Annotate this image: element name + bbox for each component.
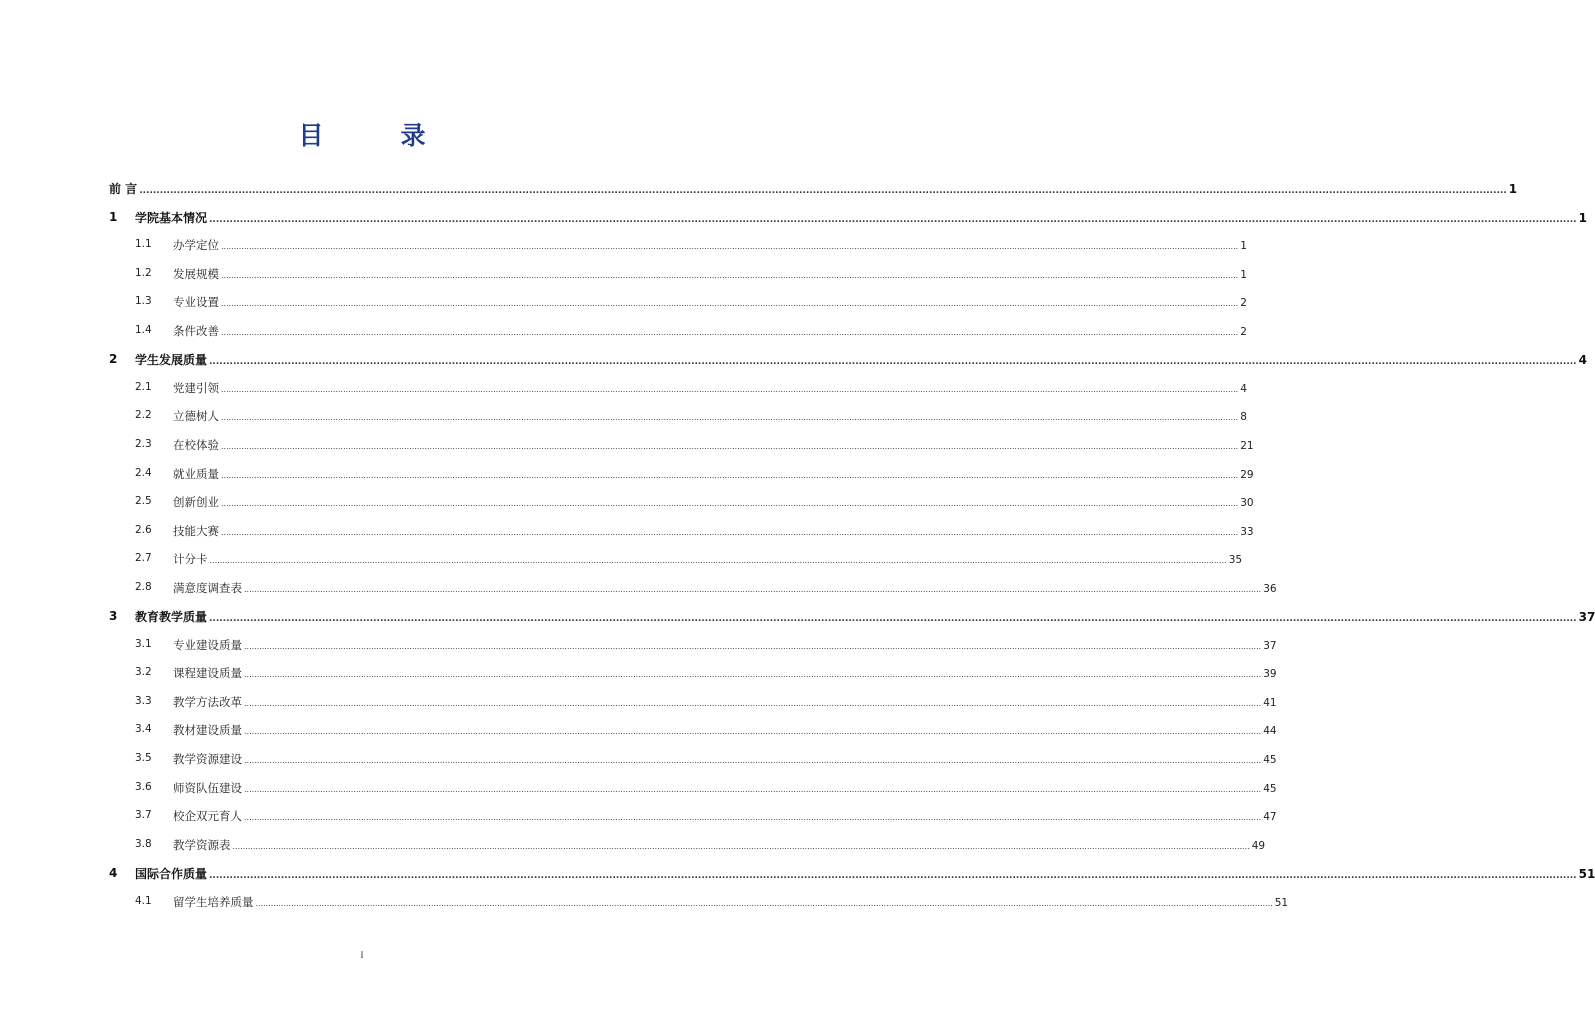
- toc-subsection-entry[interactable]: [0, 578, 1277, 598]
- toc-entry-page: 30: [1240, 497, 1254, 510]
- toc-section-entry[interactable]: [0, 349, 1587, 369]
- toc-section-entry[interactable]: [0, 178, 1518, 198]
- toc-entry-number: 2.6: [135, 523, 152, 536]
- toc-entry-label-line: [135, 865, 1595, 882]
- toc-entry-number: 3.2: [135, 666, 152, 679]
- toc-entry-page: 1: [1508, 182, 1518, 196]
- toc-entry-page: 36: [1263, 582, 1277, 595]
- toc-entry-label-line: [173, 722, 1277, 738]
- toc-entry-page: 44: [1263, 725, 1277, 738]
- toc-subsection-entry[interactable]: [0, 292, 1247, 312]
- toc-subsection-entry[interactable]: [0, 435, 1254, 455]
- toc-entry-title: 教材建设质量: [173, 723, 242, 738]
- toc-entry-page: 51: [1578, 867, 1595, 882]
- toc-entry-page: 49: [1251, 839, 1266, 852]
- toc-entry-label-line: [173, 808, 1277, 824]
- toc-entry-label-line: [173, 408, 1247, 424]
- toc-subsection-entry[interactable]: [0, 749, 1277, 769]
- dot-leader: ................................................................................................................................................................................................................................................................................................................................................................................................................: [221, 527, 1239, 537]
- dot-leader: ................................................................................................................................................................................................................................................................................................................................................................................................................: [244, 698, 1262, 708]
- toc-entry-label-line: [173, 665, 1277, 681]
- toc-entry-label-line: [173, 523, 1254, 539]
- dot-leader: ................................................................................................................................................................................................................................................................................................................................................................................................................: [221, 441, 1239, 451]
- dot-leader: ................................................................................................................................................................................................................................................................................................................................................................................................................: [221, 470, 1239, 480]
- toc-entry-title: 国际合作质量: [135, 867, 208, 882]
- toc-entry-title: 条件改善: [173, 323, 219, 338]
- toc-entry-number: 2.5: [135, 495, 152, 508]
- toc-entry-page: 37: [1578, 610, 1595, 625]
- toc-entry-title: 学院基本情况: [135, 210, 208, 225]
- toc-subsection-entry[interactable]: [0, 692, 1277, 712]
- toc-entry-page: 4: [1240, 382, 1247, 395]
- toc-entry-number: 3.1: [135, 637, 152, 650]
- dot-leader: ................................................................................................................................................................................................................................................................................................................................................................................................................: [139, 186, 1507, 196]
- toc-entry-number: 4: [109, 866, 118, 881]
- toc-entry-label-line: [173, 751, 1277, 767]
- toc-entry-number: 2.7: [135, 552, 152, 565]
- dot-leader: ................................................................................................................................................................................................................................................................................................................................................................................................................: [244, 813, 1262, 823]
- toc-entry-title: 师资队伍建设: [173, 780, 242, 795]
- toc-entry-title: 办学定位: [173, 238, 219, 253]
- toc-entry-title: 技能大赛: [173, 523, 219, 538]
- toc-subsection-entry[interactable]: [0, 492, 1254, 512]
- toc-subsection-entry[interactable]: [0, 378, 1247, 398]
- toc-subsection-entry[interactable]: [0, 835, 1266, 855]
- dot-leader: ................................................................................................................................................................................................................................................................................................................................................................................................................: [221, 270, 1239, 280]
- toc-entry-page: 21: [1240, 439, 1254, 452]
- toc-entry-number: 1.3: [135, 295, 152, 308]
- toc-entry-number: 2: [109, 352, 118, 367]
- toc-subsection-entry[interactable]: [0, 806, 1277, 826]
- toc-entry-title: 教育教学质量: [135, 610, 208, 625]
- toc-entry-title: 满意度调查表: [173, 580, 242, 595]
- toc-entry-label-line: [173, 894, 1289, 910]
- toc-title: 目 录: [298, 121, 452, 150]
- toc-entry-number: 2.2: [135, 409, 152, 422]
- toc-entry-label-line: [173, 837, 1266, 853]
- toc-section-entry[interactable]: [0, 863, 1595, 883]
- toc-entry-number: 1: [109, 209, 118, 224]
- toc-entry-label-line: [173, 266, 1247, 282]
- toc-entry-title: 发展规模: [173, 266, 219, 281]
- toc-entry-page: 47: [1263, 811, 1277, 824]
- dot-leader: ................................................................................................................................................................................................................................................................................................................................................................................................................: [244, 584, 1262, 594]
- toc-entry-number: 2.4: [135, 466, 152, 479]
- toc-entry-page: 1: [1240, 268, 1247, 281]
- toc-entry-number: 1.1: [135, 238, 152, 251]
- dot-leader: ................................................................................................................................................................................................................................................................................................................................................................................................................: [244, 756, 1262, 765]
- toc-entry-number: 2.8: [135, 580, 152, 593]
- dot-leader: ................................................................................................................................................................................................................................................................................................................................................................................................................: [255, 898, 1273, 908]
- toc-entry-label-line: [173, 694, 1277, 710]
- toc-entry-title: 留学生培养质量: [173, 894, 254, 909]
- toc-entry-title: 创新创业: [173, 495, 219, 510]
- toc-entry-page: 45: [1263, 782, 1277, 795]
- toc-entry-title: 计分卡: [173, 552, 208, 567]
- toc-entry-label-line: [109, 180, 1518, 197]
- toc-entry-page: 1: [1240, 240, 1247, 253]
- toc-entry-label-line: [173, 237, 1247, 253]
- toc-subsection-entry[interactable]: [0, 549, 1243, 569]
- toc-entry-page: 41: [1263, 696, 1277, 709]
- toc-entry-label-line: [173, 580, 1277, 596]
- dot-leader: ................................................................................................................................................................................................................................................................................................................................................................................................................: [244, 670, 1262, 680]
- dot-leader: ................................................................................................................................................................................................................................................................................................................................................................................................................: [244, 641, 1262, 651]
- toc-entry-number: 3: [109, 609, 118, 624]
- toc-entry-page: 4: [1578, 353, 1587, 368]
- toc-entry-page: 33: [1240, 525, 1254, 538]
- toc-entry-title: 党建引领: [173, 380, 219, 395]
- dot-leader: ................................................................................................................................................................................................................................................................................................................................................................................................................: [209, 214, 1577, 225]
- toc-entry-number: 3.8: [135, 837, 152, 850]
- toc-entry-number: 3.5: [135, 752, 152, 764]
- toc-entry-page: 2: [1240, 297, 1247, 310]
- toc-subsection-entry[interactable]: [0, 464, 1254, 484]
- toc-subsection-entry[interactable]: [0, 892, 1289, 912]
- dot-leader: ................................................................................................................................................................................................................................................................................................................................................................................................................: [221, 327, 1239, 337]
- toc-entry-page: 2: [1240, 325, 1247, 338]
- toc-entry-title: 教学资源建设: [173, 752, 242, 766]
- toc-entry-label-line: [173, 437, 1254, 453]
- toc-entry-page: 51: [1274, 896, 1289, 909]
- toc-subsection-entry[interactable]: [0, 264, 1247, 284]
- toc-entry-page: 35: [1228, 554, 1243, 567]
- toc-entry-number: 2.1: [135, 380, 152, 393]
- toc-entry-label-line: [135, 209, 1587, 226]
- dot-leader: ................................................................................................................................................................................................................................................................................................................................................................................................................: [209, 871, 1577, 882]
- toc-entry-title: 就业质量: [173, 466, 219, 481]
- toc-subsection-entry[interactable]: [0, 663, 1277, 683]
- toc-entry-number: 3.6: [135, 780, 152, 793]
- dot-leader: ................................................................................................................................................................................................................................................................................................................................................................................................................: [232, 841, 1250, 851]
- toc-entry-label-line: [135, 351, 1587, 368]
- dot-leader: ................................................................................................................................................................................................................................................................................................................................................................................................................: [244, 784, 1262, 794]
- toc-entry-number: 1.4: [135, 323, 152, 336]
- toc-entry-title: 专业建设质量: [173, 637, 242, 652]
- toc-entry-title: 校企双元育人: [173, 809, 242, 824]
- toc-subsection-entry[interactable]: [0, 235, 1247, 255]
- dot-leader: ................................................................................................................................................................................................................................................................................................................................................................................................................: [209, 357, 1577, 368]
- toc-subsection-entry[interactable]: [0, 521, 1254, 541]
- toc-section-entry[interactable]: [0, 207, 1587, 227]
- toc-entry-number: 3.7: [135, 809, 152, 822]
- dot-leader: ................................................................................................................................................................................................................................................................................................................................................................................................................: [209, 614, 1577, 625]
- dot-leader: ................................................................................................................................................................................................................................................................................................................................................................................................................: [244, 727, 1262, 737]
- dot-leader: ................................................................................................................................................................................................................................................................................................................................................................................................................: [221, 499, 1239, 509]
- toc-subsection-entry[interactable]: [0, 635, 1277, 655]
- toc-entry-number: 4.1: [135, 894, 152, 907]
- dot-leader: ................................................................................................................................................................................................................................................................................................................................................................................................................: [209, 556, 1227, 566]
- toc-section-entry[interactable]: [0, 606, 1595, 626]
- toc-entry-title: 教学资源表: [173, 837, 231, 852]
- toc-entry-page: 37: [1263, 639, 1277, 652]
- dot-leader: ................................................................................................................................................................................................................................................................................................................................................................................................................: [221, 384, 1239, 394]
- toc-entry-label-line: [173, 380, 1247, 396]
- toc-entry-number: 1.2: [135, 266, 152, 279]
- toc-entry-number: 3.3: [135, 694, 152, 707]
- toc-entry-label-line: [173, 780, 1277, 796]
- toc-entry-title: 课程建设质量: [173, 666, 242, 681]
- dot-leader: ................................................................................................................................................................................................................................................................................................................................................................................................................: [221, 299, 1239, 309]
- toc-entry-title: 专业设置: [173, 295, 219, 310]
- toc-entry-label-line: [173, 551, 1243, 567]
- toc-entry-title: 前 言: [109, 182, 138, 196]
- toc-entry-label-line: [173, 494, 1254, 510]
- toc-subsection-entry[interactable]: [0, 406, 1247, 426]
- toc-entry-title: 在校体验: [173, 437, 219, 452]
- dot-leader: ................................................................................................................................................................................................................................................................................................................................................................................................................: [221, 413, 1239, 423]
- toc-entry-label-line: [173, 323, 1247, 339]
- toc-subsection-entry[interactable]: [0, 720, 1277, 740]
- toc-entry-page: 39: [1263, 668, 1277, 681]
- toc-entry-label-line: [173, 466, 1254, 482]
- toc-subsection-entry[interactable]: [0, 321, 1247, 341]
- toc-subsection-entry[interactable]: [0, 778, 1277, 798]
- toc-entry-page: 8: [1240, 411, 1247, 424]
- toc-entry-number: 2.3: [135, 437, 152, 450]
- toc-entry-title: 立德树人: [173, 409, 219, 424]
- toc-entry-page: 29: [1240, 468, 1254, 481]
- toc-entry-label-line: [173, 637, 1277, 653]
- toc-entry-number: 3.4: [135, 723, 152, 736]
- page-number: I: [360, 950, 364, 960]
- toc-entry-title: 学生发展质量: [135, 353, 208, 368]
- dot-leader: ................................................................................................................................................................................................................................................................................................................................................................................................................: [221, 242, 1239, 252]
- toc-entry-label-line: [135, 608, 1595, 625]
- toc-entry-label-line: [173, 294, 1247, 310]
- toc-entry-page: 45: [1263, 754, 1277, 766]
- toc-entry-page: 1: [1578, 210, 1587, 225]
- toc-entry-title: 教学方法改革: [173, 694, 242, 709]
